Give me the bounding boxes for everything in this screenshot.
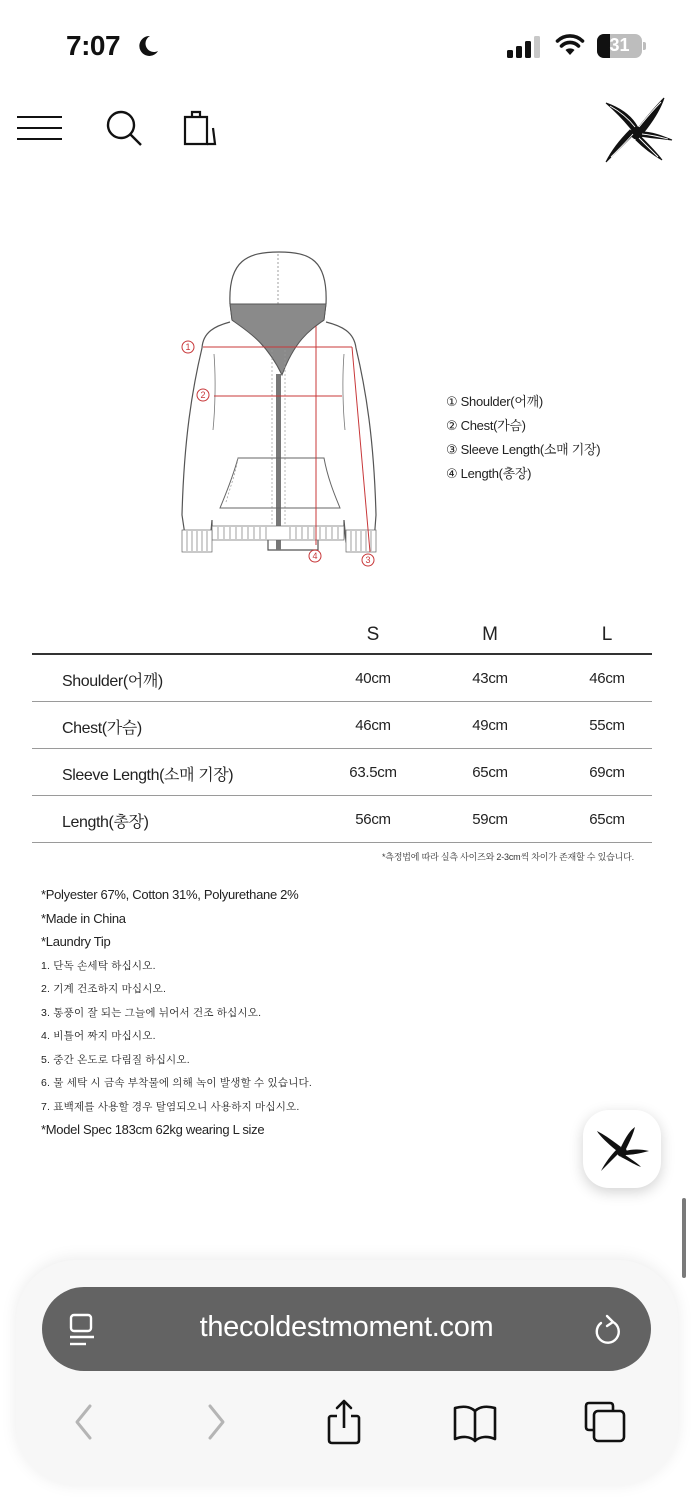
size-footnote: *측정법에 따라 실측 사이즈와 2-3cm씩 차이가 존재할 수 있습니다.: [382, 852, 634, 862]
site-header: [0, 90, 693, 170]
cell-value: 55cm: [589, 717, 625, 734]
row-label: Shoulder(어깨): [62, 673, 163, 690]
product-info: [41, 885, 312, 1144]
material-text: *Polyester 67%, Cotton 31%, Polyurethane 2%: [41, 887, 299, 902]
cell-value: 65cm: [472, 764, 508, 781]
cellular-signal-icon: [507, 36, 541, 58]
size-column-s: S: [366, 624, 380, 645]
hoodie-measurement-diagram: [170, 240, 390, 580]
legend-item-chest: ② Chest(가슴): [446, 418, 526, 433]
size-column-m: M: [482, 624, 498, 645]
laundry-tip: 7. 표백제를 사용할 경우 탈염되오니 사용하지 마십시오.: [41, 1100, 300, 1113]
cell-value: 59cm: [472, 811, 508, 828]
status-bar: [0, 0, 693, 90]
cell-value: 65cm: [589, 811, 625, 828]
search-icon[interactable]: [104, 108, 144, 148]
moon-icon: [136, 34, 160, 58]
svg-text:4: 4: [312, 551, 318, 561]
table-row: [32, 749, 652, 796]
shopping-bag-icon[interactable]: [182, 108, 218, 148]
wifi-icon: [555, 33, 585, 57]
svg-text:2: 2: [200, 390, 206, 400]
cell-value: 43cm: [472, 670, 508, 687]
forward-icon[interactable]: [204, 1403, 228, 1441]
cell-value: 63.5cm: [349, 764, 397, 781]
browser-toolbar: [16, 1260, 678, 1486]
legend-item-shoulder: ① Shoulder(어깨): [446, 394, 543, 409]
laundry-tip: 5. 중간 온도로 다림질 하십시오.: [41, 1053, 190, 1066]
cell-value: 56cm: [355, 811, 391, 828]
row-label: Length(총장): [62, 814, 149, 831]
address-bar[interactable]: [42, 1287, 651, 1371]
url-text[interactable]: thecoldestmoment.com: [199, 1311, 494, 1343]
battery-indicator: [597, 34, 647, 58]
size-table: [32, 620, 652, 843]
starfish-chat-icon: [593, 1123, 651, 1175]
floating-chat-button[interactable]: [583, 1110, 661, 1188]
bookmarks-icon[interactable]: [452, 1403, 498, 1443]
measurement-legend: [446, 390, 600, 486]
cell-value: 49cm: [472, 717, 508, 734]
tabs-icon[interactable]: [583, 1400, 627, 1444]
table-row: [32, 796, 652, 843]
cell-value: 69cm: [589, 764, 625, 781]
legend-item-length: ④ Length(총장): [446, 466, 532, 481]
cell-value: 46cm: [589, 670, 625, 687]
laundry-tip: 4. 비틀어 짜지 마십시오.: [41, 1030, 156, 1042]
starfish-logo-icon[interactable]: [602, 96, 674, 164]
svg-text:3: 3: [365, 555, 371, 565]
origin-text: *Made in China: [41, 910, 126, 926]
status-time: 7:07: [66, 30, 121, 61]
size-column-l: L: [601, 624, 613, 645]
laundry-tip: 1. 단독 손세탁 하십시오.: [41, 959, 156, 972]
laundry-tip: 3. 통풍이 잘 되는 그늘에 뉘어서 건조 하십시오.: [41, 1006, 262, 1019]
back-icon[interactable]: [72, 1403, 96, 1441]
svg-text:1: 1: [185, 342, 191, 352]
row-label: Sleeve Length(소매 기장): [62, 767, 234, 784]
row-label: Chest(가슴): [62, 720, 142, 737]
share-icon[interactable]: [326, 1398, 362, 1446]
reload-icon[interactable]: [593, 1314, 623, 1346]
size-table-header: [32, 620, 652, 655]
laundry-tip: 6. 물 세탁 시 금속 부착물에 의해 녹이 발생할 수 있습니다.: [41, 1077, 312, 1089]
menu-icon[interactable]: [17, 116, 62, 140]
laundry-tip: 2. 기계 건조하지 마십시오.: [41, 983, 167, 995]
legend-item-sleeve-length: ③ Sleeve Length(소매 기장): [446, 442, 601, 457]
table-row: [32, 655, 652, 702]
table-row: [32, 702, 652, 749]
laundry-title: *Laundry Tip: [41, 934, 111, 949]
page-scrollbar[interactable]: [682, 1198, 686, 1278]
cell-value: 40cm: [355, 670, 391, 687]
battery-percent: 31: [609, 35, 630, 55]
model-spec-text: *Model Spec 183cm 62kg wearing L size: [41, 1122, 265, 1137]
cell-value: 46cm: [355, 717, 391, 734]
